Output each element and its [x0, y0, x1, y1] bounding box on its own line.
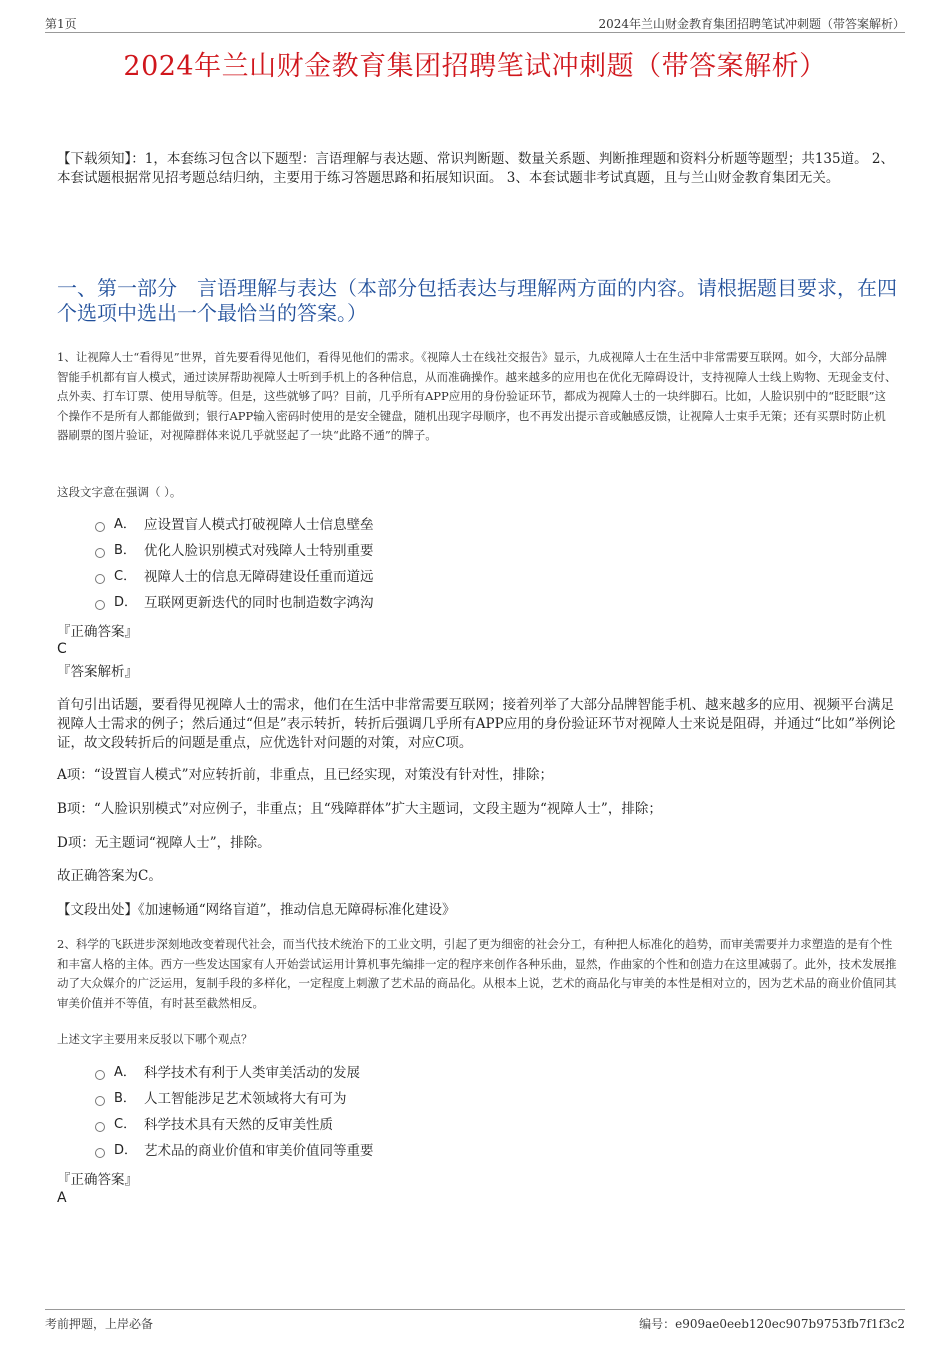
option-letter: B． [114, 543, 136, 558]
option-letter: A． [114, 517, 136, 532]
correct-answer-label: 『正确答案』 [57, 1172, 138, 1188]
correct-answer-label: 『正确答案』 [57, 624, 138, 640]
radio-button[interactable] [95, 1070, 105, 1080]
option-text: 人工智能涉足艺术领域将大有可为 [144, 1091, 347, 1107]
page-header [45, 13, 905, 33]
question-1-option-d[interactable] [95, 590, 374, 616]
option-text: 视障人士的信息无障碍建设任重而道远 [144, 569, 374, 585]
question-1-answer: C [57, 641, 67, 657]
footer-slogan: 考前押题，上岸必备 [45, 1317, 154, 1331]
question-2-option-d[interactable] [95, 1138, 374, 1164]
question-2-answer: A [57, 1190, 67, 1206]
option-letter: B． [114, 1091, 136, 1106]
question-1-option-a[interactable] [95, 512, 374, 538]
question-1-option-b[interactable] [95, 538, 374, 564]
question-1-stem: 这段文字意在强调（ ）。 [57, 485, 182, 499]
radio-button[interactable] [95, 1148, 105, 1158]
document-id: 编号：e909ae0eeb120ec907b9753fb7f1f3c2 [639, 1317, 905, 1331]
radio-button[interactable] [95, 1122, 105, 1132]
question-1-source: 【文段出处】《加速畅通“网络盲道”，推动信息无障碍标准化建设》 [57, 902, 456, 918]
question-1-option-c[interactable] [95, 564, 374, 590]
option-letter: C． [114, 1117, 137, 1132]
question-1-analysis-d: D项：无主题词“视障人士”，排除。 [57, 835, 271, 851]
analysis-label: 『答案解析』 [57, 664, 138, 680]
option-letter: C． [114, 569, 137, 584]
header-title: 2024年兰山财金教育集团招聘笔试冲刺题（带答案解析） [598, 17, 905, 31]
radio-button[interactable] [95, 522, 105, 532]
option-text: 艺术品的商业价值和审美价值同等重要 [144, 1143, 374, 1159]
option-text: 应设置盲人模式打破视障人士信息壁垒 [144, 517, 374, 533]
question-2-option-a[interactable] [95, 1060, 374, 1086]
download-notice: 【下载须知】：1，本套练习包含以下题型：言语理解与表达题、常识判断题、数量关系题、判断推理题和资料分析题等题型；共135道。 2、本套试题根据常见招考题总结归纳，主要用于练习答题思路和拓展知识面。 3、本套试题非考试真题，且与兰山财金教育集团无关。 [57, 151, 894, 186]
option-text: 科学技术具有天然的反审美性质 [144, 1117, 333, 1133]
option-letter: A． [114, 1065, 136, 1080]
question-2-stem: 上述文字主要用来反驳以下哪个观点？ [57, 1032, 253, 1046]
page-footer [45, 1309, 905, 1331]
question-1-conclusion: 故正确答案为C。 [57, 868, 162, 884]
option-letter: D． [114, 1143, 138, 1158]
document-title: 2024年兰山财金教育集团招聘笔试冲刺题（带答案解析） [123, 51, 827, 82]
question-1-options [95, 512, 374, 616]
radio-button[interactable] [95, 548, 105, 558]
option-text: 科学技术有利于人类审美活动的发展 [144, 1065, 360, 1081]
question-1-analysis-a: A项：“设置盲人模式”对应转折前，非重点，且已经实现，对策没有针对性，排除； [57, 767, 554, 783]
radio-button[interactable] [95, 574, 105, 584]
option-letter: D． [114, 595, 138, 610]
option-text: 互联网更新迭代的同时也制造数字鸿沟 [144, 595, 374, 611]
radio-button[interactable] [95, 1096, 105, 1106]
question-1-analysis-main: 首句引出话题，要看得见视障人士的需求，他们在生活中非常需要互联网；接着列举了大部分品牌智能手机、越来越多的应用、视频平台满足视障人士需求的例子；然后通过“但是”表示转折，转折后强调几乎所有APP应用的身份验证环节对视障人士来说是阻碍，并通过“比如”举例论证，故文段转折后的问题是重点，应优选针对问题的对策，对应C项。 [57, 697, 896, 751]
question-1-analysis-b: B项：“人脸识别模式”对应例子，非重点；且“残障群体”扩大主题词，文段主题为“视障人士”，排除； [57, 801, 662, 817]
question-2-options [95, 1060, 374, 1164]
option-text: 优化人脸识别模式对残障人士特别重要 [144, 543, 374, 559]
question-2-option-c[interactable] [95, 1112, 374, 1138]
question-1-passage: 1、让视障人士“看得见”世界，首先要看得见他们，看得见他们的需求。《视障人士在线社交报告》显示，九成视障人士在生活中非常需要互联网。如今，大部分品牌智能手机都有盲人模式，通过读屏帮助视障人士听到手机上的各种信息，从而准确操作。越来越多的应用也在优化无障碍设计，支持视障人士线上购物、无现金支付、点外卖、打车订票、使用导航等。但是，这些就够了吗？目前，几乎所有APP应用的身份验证环节，都成为视障人士的一块绊脚石。比如，人脸识别中的“眨眨眼”这个操作不是所有人都能做到；银行APP输入密码时使用的是安全键盘，随机出现字母顺序，也不再发出提示音或触感反馈，让视障人士束手无策；还有买票时防止机器刷票的图片验证，对视障群体来说几乎就竖起了一块“此路不通”的牌子。 [57, 350, 897, 442]
section-title: 一、第一部分 言语理解与表达（本部分包括表达与理解两方面的内容。请根据题目要求，在四个选项中选出一个最恰当的答案。） [57, 276, 897, 325]
page-number: 第1页 [45, 17, 77, 31]
radio-button[interactable] [95, 600, 105, 610]
question-2-passage: 2、科学的飞跃进步深刻地改变着现代社会，而当代技术统治下的工业文明，引起了更为细密的社会分工，有种把人标准化的趋势，而审美需要并力求塑造的是有个性和丰富人格的主体。西方一些发达国家有人开始尝试运用计算机事先编排一定的程序来创作各种乐曲，显然，作曲家的个性和创造力在这里减弱了。此外，技术发展推动了大众媒介的广泛运用，复制手段的多样化，一定程度上刺激了艺术品的商品化。从根本上说，艺术的商品化与审美的本性是相对立的，因为艺术品的商业价值同其审美价值并不等值，有时甚至截然相反。 [57, 937, 897, 1010]
question-2-option-b[interactable] [95, 1086, 374, 1112]
